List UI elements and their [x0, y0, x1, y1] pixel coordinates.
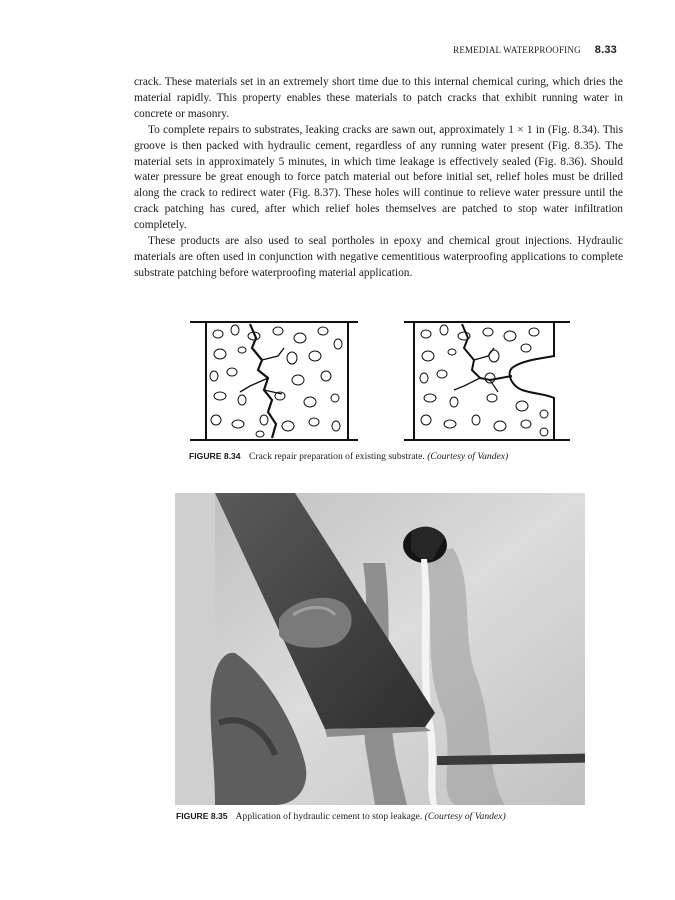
caption-credit: (Courtesy of Vandex)	[424, 811, 506, 822]
figure-8-35-photo	[175, 493, 585, 805]
aggregate-stones-left	[210, 325, 342, 437]
substrate-panel-before	[190, 322, 358, 440]
paragraph-3: These products are also used to seal portholes in epoxy and chemical grout injections. Hydraulic materials are often used in conjunction with negative cementitious waterproofing applications to complete substrate patching before waterproofing material application.	[134, 235, 623, 279]
figure-8-35-caption	[176, 811, 506, 822]
caption-text: Application of hydraulic cement to stop leakage.	[235, 811, 423, 822]
crack-line	[250, 324, 276, 438]
substrate-panel-after	[404, 322, 570, 440]
running-head	[453, 44, 617, 56]
section-title: REMEDIAL WATERPROOFING	[453, 45, 581, 55]
sawn-groove	[510, 322, 554, 440]
figure-8-34-diagram	[180, 316, 580, 446]
paragraph-1: crack. These materials set in an extremely short time due to this internal chemical curing, which dries the material rapidly. This property enables these materials to patch cracks that exhibit running water in concrete or masonry.	[134, 76, 623, 120]
aggregate-stones-right	[420, 325, 548, 436]
caption-text: Crack repair preparation of existing substrate.	[249, 451, 425, 462]
paragraph-2: To complete repairs to substrates, leaking cracks are sawn out, approximately 1 × 1 in (Fig. 8.34). This groove is then packed with hydraulic cement, regardless of any running water present (Fig. 8.35). The material sets in approximately 5 minutes, in which time leakage is effectively sealed (Fig. 8.36). Should water pressure be great enough to force patch material out before initial set, relief holes must be drilled along the crack to redirect water (Fig. 8.37). These holes will continue to relieve water pressure until the crack patching has cured, after which relief holes themselves are patched to stop water infiltration completely.	[134, 123, 623, 232]
figure-8-34-caption	[189, 451, 508, 462]
caption-credit: (Courtesy of Vandex)	[427, 451, 509, 462]
figure-label: FIGURE 8.34	[189, 451, 241, 461]
figure-label: FIGURE 8.35	[176, 811, 228, 821]
page-number: 8.33	[594, 44, 617, 56]
body-text	[134, 75, 623, 282]
